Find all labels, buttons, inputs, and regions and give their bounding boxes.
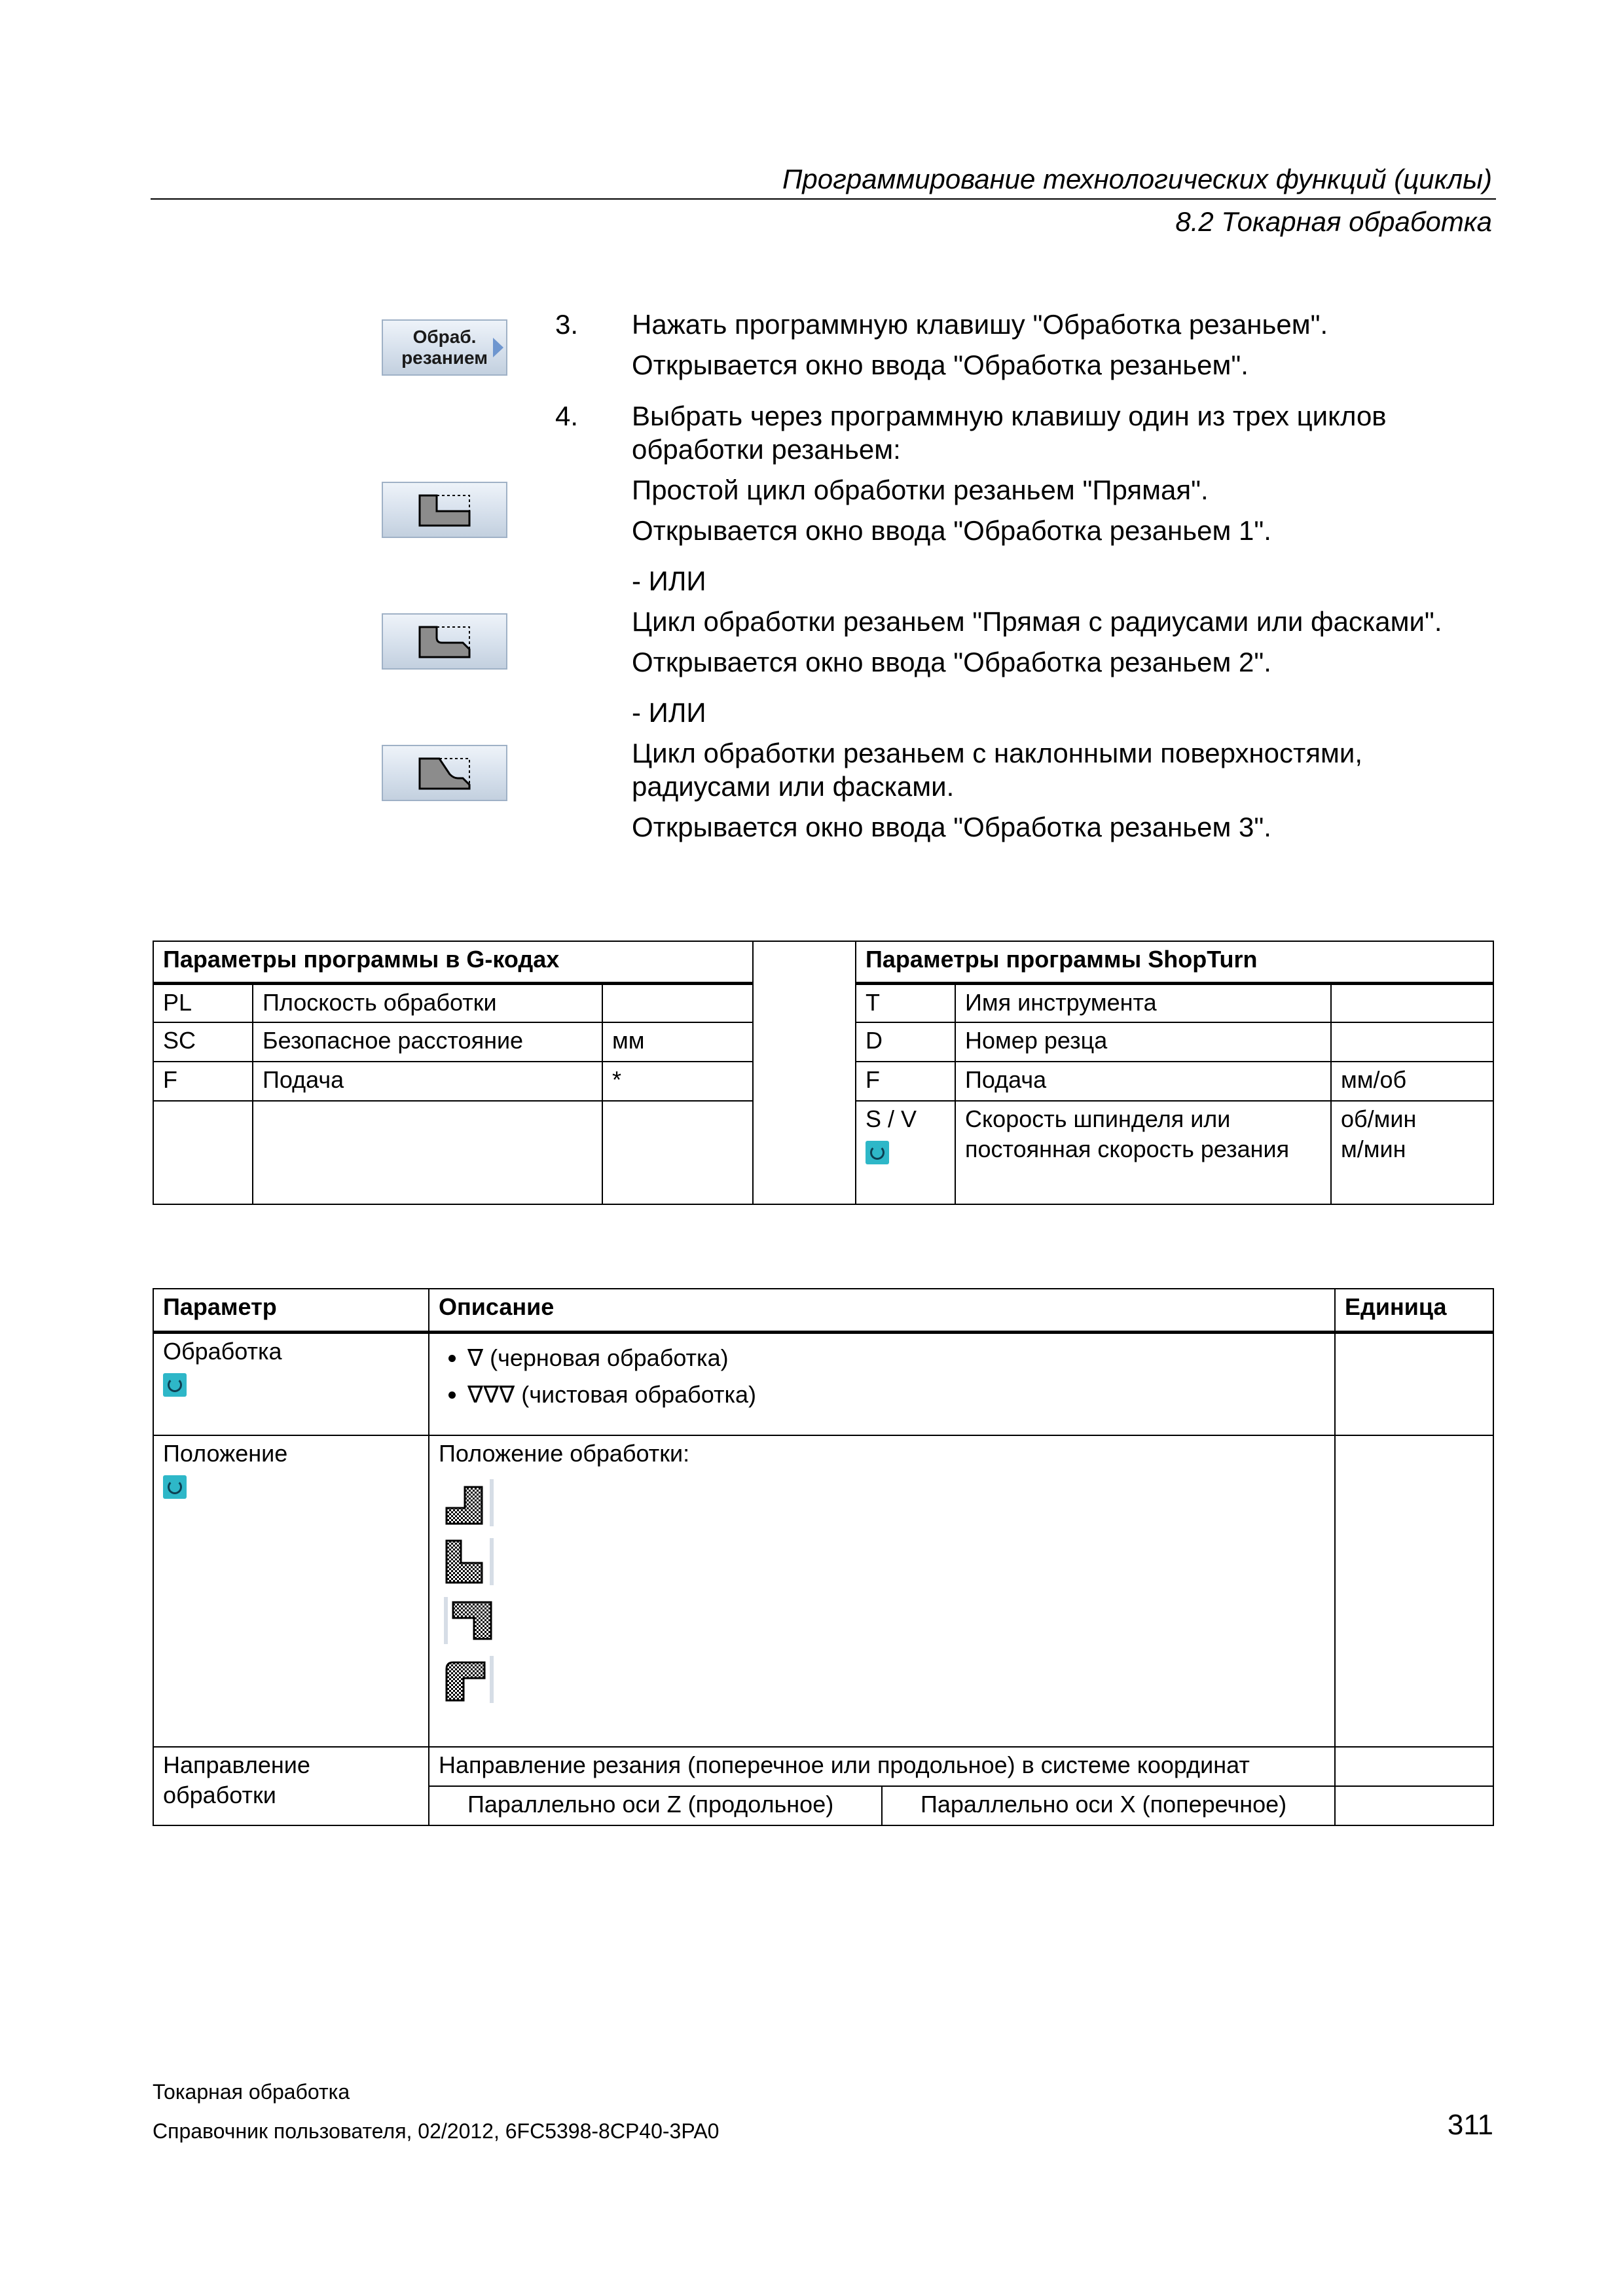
- step-number: 3.: [555, 309, 579, 340]
- toggle-cycle-icon: [866, 1141, 889, 1164]
- step-text: - ИЛИ: [632, 697, 706, 728]
- finishing-option: • ∇∇∇ (чистовая обработка): [467, 1380, 1325, 1410]
- section-title: 8.2 Токарная обработка: [1175, 206, 1492, 237]
- position-inner-front-icon: [441, 1596, 496, 1645]
- step-number: 4.: [555, 401, 579, 431]
- param-code-text: S / V: [866, 1105, 917, 1132]
- table-gap-cell: [753, 941, 856, 1204]
- softkey-label-line: резанием: [401, 348, 488, 368]
- param-code: SC: [153, 1022, 253, 1062]
- param-desc: Безопасное расстояние: [253, 1022, 602, 1062]
- param-name: Направление обработки: [153, 1747, 429, 1825]
- param-description: Направление резания (поперечное или продольное) в системе координат: [429, 1747, 1335, 1786]
- param-code: T: [856, 983, 955, 1022]
- param-unit: [1331, 1101, 1493, 1204]
- param-unit: [602, 983, 753, 1022]
- step-text: радиусами или фасками.: [632, 771, 955, 802]
- param-description: [429, 1332, 1335, 1435]
- footer-title: Токарная обработка: [153, 2080, 350, 2104]
- param-name-text: Обработка: [163, 1337, 282, 1365]
- param-code: PL: [153, 983, 253, 1022]
- radius-chamfer-cycle-icon: [417, 623, 472, 660]
- col-header-description: Описание: [429, 1289, 1335, 1332]
- step-text: Цикл обработки резаньем с наклонными поверхностями,: [632, 738, 1363, 768]
- straight-cycle-softkey[interactable]: [382, 482, 507, 538]
- param-code: D: [856, 1022, 955, 1062]
- empty-cell: [253, 1101, 602, 1204]
- step-text: Открывается окно ввода "Обработка резаньем 3".: [632, 812, 1271, 842]
- softkey-label-line: Обраб.: [412, 327, 477, 347]
- chapter-title: Программирование технологических функций (циклы): [782, 164, 1492, 194]
- col-header-unit: Единица: [1335, 1289, 1493, 1332]
- toggle-cycle-icon: [163, 1373, 187, 1397]
- inclined-cycle-icon: [417, 755, 472, 791]
- param-unit: [1335, 1786, 1493, 1825]
- cutting-softkey-label: [401, 327, 488, 368]
- param-desc: Плоскость обработки: [253, 983, 602, 1022]
- toggle-cycle-icon: [163, 1475, 187, 1499]
- radius-chamfer-cycle-softkey[interactable]: [382, 613, 507, 670]
- step-text: обработки резаньем:: [632, 434, 901, 465]
- longitudinal-option: Параллельно оси Z (продольное): [429, 1786, 882, 1825]
- step-text: Выбрать через программную клавишу один из трех циклов: [632, 401, 1387, 431]
- straight-cycle-icon: [417, 492, 472, 528]
- position-back-icon: [441, 1537, 496, 1587]
- cutting-softkey[interactable]: [382, 319, 507, 376]
- param-name-text: Положение: [163, 1440, 288, 1467]
- param-desc: Подача: [955, 1062, 1331, 1101]
- roughing-option: • ∇ (черновая обработка): [467, 1343, 1325, 1373]
- param-unit-rpm: об/мин: [1341, 1105, 1417, 1132]
- param-code: F: [153, 1062, 253, 1101]
- softkey-arrow-icon: [493, 338, 503, 357]
- param-unit: [1335, 1747, 1493, 1786]
- step-text: Нажать программную клавишу "Обработка резаньем".: [632, 309, 1328, 340]
- param-description: [429, 1435, 1335, 1747]
- step-text: Простой цикл обработки резаньем "Прямая".: [632, 475, 1209, 505]
- empty-cell: [602, 1101, 753, 1204]
- param-desc: Подача: [253, 1062, 602, 1101]
- step-text: Открывается окно ввода "Обработка резаньем 2".: [632, 647, 1271, 677]
- param-name: [153, 1435, 429, 1747]
- empty-cell: [153, 1101, 253, 1204]
- param-unit: [1331, 983, 1493, 1022]
- step-text: Цикл обработки резаньем "Прямая с радиусами или фасками".: [632, 606, 1442, 637]
- footer-manual: Справочник пользователя, 02/2012, 6FC5398-8CP40-3PA0: [153, 2119, 720, 2143]
- param-desc: Номер резца: [955, 1022, 1331, 1062]
- param-unit: мм: [602, 1022, 753, 1062]
- header-rule: [151, 198, 1496, 200]
- param-code: [856, 1101, 955, 1204]
- transverse-option: Параллельно оси X (поперечное): [882, 1786, 1335, 1825]
- param-code: F: [856, 1062, 955, 1101]
- step-text: Открывается окно ввода "Обработка резаньем 1".: [632, 515, 1271, 546]
- step-text: Открывается окно ввода "Обработка резаньем".: [632, 350, 1249, 380]
- position-label: Положение обработки:: [439, 1440, 690, 1467]
- position-inner-back-icon: [441, 1655, 496, 1704]
- position-front-icon: [441, 1478, 496, 1528]
- shopturn-params-header: Параметры программы ShopTurn: [856, 941, 1493, 983]
- param-name: [153, 1332, 429, 1435]
- inclined-cycle-softkey[interactable]: [382, 745, 507, 801]
- col-header-parameter: Параметр: [153, 1289, 429, 1332]
- param-unit: [1335, 1332, 1493, 1435]
- program-params-table: [153, 941, 1494, 1205]
- param-desc: Скорость шпинделя или постоянная скорость резания: [955, 1101, 1331, 1204]
- parameter-description-table: [153, 1288, 1494, 1826]
- step-text: - ИЛИ: [632, 565, 706, 596]
- param-unit: [1331, 1022, 1493, 1062]
- param-unit-mmin: м/мин: [1341, 1136, 1406, 1162]
- param-desc: Имя инструмента: [955, 983, 1331, 1022]
- gcode-params-header: Параметры программы в G-кодах: [153, 941, 753, 983]
- page-number: 311: [1447, 2109, 1493, 2141]
- param-unit: мм/об: [1331, 1062, 1493, 1101]
- param-unit: [1335, 1435, 1493, 1747]
- param-unit: *: [602, 1062, 753, 1101]
